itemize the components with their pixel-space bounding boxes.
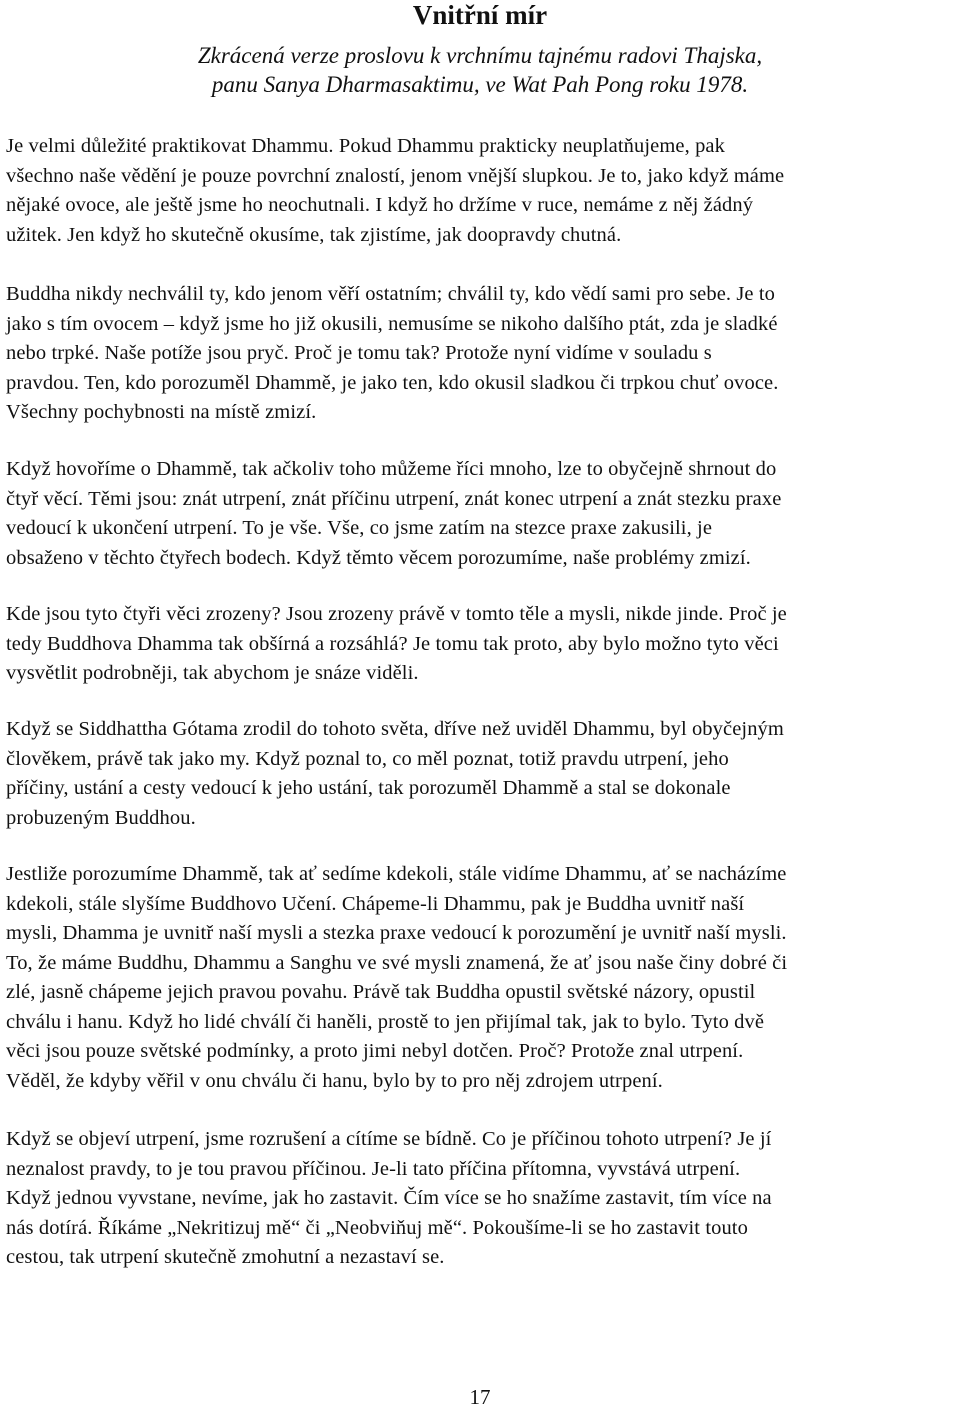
paragraph: [6, 715, 956, 833]
text-line: nebo trpké. Naše potíže jsou pryč. Proč je tomu tak? Protože nyní vidíme v souladu s: [6, 342, 712, 364]
text-line: pravdou. Ten, kdo porozuměl Dhammě, je jako ten, kdo okusil sladkou či trpkou chuť ovoce.: [6, 371, 779, 394]
paragraph: [6, 860, 956, 1096]
text-line: Všechny pochybnosti na místě zmizí.: [6, 401, 317, 423]
subtitle-line: panu Sanya Dharmasaktimu, ve Wat Pah Pong roku 1978.: [211, 72, 749, 97]
text-line: Když se objeví utrpení, jsme rozrušení a cítíme se bídně. Co je příčinou tohoto utrpení? Je jí: [6, 1128, 772, 1150]
text-line: nás dotírá. Říkáme „Nekritizuj mě“ či „Neobviňuj mě“. Pokoušíme-li se ho zastavit touto: [6, 1216, 748, 1239]
text-line: kdekoli, stále slyšíme Buddhovo Učení. Chápeme-li Dhammu, pak je Buddha uvnitř naší: [6, 892, 745, 915]
text-line: Když jednou vyvstane, nevíme, jak ho zastavit. Čím více se ho snažíme zastavit, tím více na: [6, 1187, 772, 1209]
text-line: příčiny, ustání a cesty vedoucí k jeho ustání, tak porozuměl Dhammě a stal se dokonale: [6, 777, 731, 799]
text-line: věci jsou pouze světské podmínky, a proto jimi nebyl dotčen. Proč? Protože znal utrpení.: [6, 1040, 744, 1062]
text-line: tedy Buddhova Dhamma tak obšírná a rozsáhlá? Je tomu tak proto, aby bylo možno tyto věci: [6, 632, 779, 655]
text-line: Je velmi důležité praktikovat Dhammu. Pokud Dhammu prakticky neuplatňujeme, pak: [6, 135, 725, 157]
subtitle-line: Zkrácená verze proslovu k vrchnímu tajnému radovi Thajska,: [197, 43, 763, 68]
text-line: čtyř věcí. Těmi jsou: znát utrpení, znát příčinu utrpení, znát konec utrpení a znát stezku praxe: [6, 487, 782, 510]
text-line: To, že máme Buddhu, Dhammu a Sanghu ve své mysli znamená, že ať jsou naše činy dobré či: [6, 951, 788, 974]
text-line: Kde jsou tyto čtyři věci zrozeny? Jsou zrozeny právě v tomto těle a mysli, nikde jinde. Proč je: [6, 603, 787, 625]
paragraph: [6, 280, 956, 428]
text-line: Jestliže porozumíme Dhammě, tak ať sedíme kdekoli, stále vidíme Dhammu, ať se nacházíme: [6, 863, 787, 885]
text-line: Když se Siddhattha Gótama zrodil do tohoto světa, dříve než uviděl Dhammu, byl obyčejným: [6, 718, 784, 740]
text-line: vysvětlit podrobněji, tak abychom je snáze viděli.: [6, 662, 419, 684]
page-number: 17: [469, 1385, 491, 1409]
text-line: užitek. Jen když ho skutečně okusíme, tak zjistíme, jak doopravdy chutná.: [6, 223, 622, 246]
text-line: mysli, Dhamma je uvnitř naší mysli a stezka praxe vedoucí k porozumění je uvnitř naší mysli.: [6, 922, 787, 944]
text-line: neznalost pravdy, to je tou pravou příčinou. Je-li tato příčina přítomna, vyvstává utrpení.: [6, 1157, 741, 1180]
text-line: nějaké ovoce, ale ještě jsme ho neochutnali. I když ho držíme v ruce, nemáme z něj žádný: [6, 194, 754, 216]
paragraph: [6, 1125, 956, 1273]
text-line: cestou, tak utrpení skutečně zmohutní a nezastaví se.: [6, 1246, 445, 1268]
text-line: vedoucí k ukončení utrpení. To je vše. Vše, co jsme zatím na stezce praxe zakusili, je: [6, 517, 713, 539]
paragraph: [6, 455, 956, 573]
page-title: Vnitřní mír: [412, 0, 548, 30]
paragraph: [6, 132, 956, 250]
paragraph: [6, 600, 956, 689]
text-line: člověkem, právě tak jako my. Když poznal to, co měl poznat, totiž pravdu utrpení, jeho: [6, 747, 729, 770]
text-line: všechno naše vědění je pouze povrchní znalostí, jenom vnější slupkou. Je to, jako když máme: [6, 164, 785, 187]
text-line: chválu i hanu. Když ho lidé chválí či haněli, prostě to jen přijímal tak, jak to bylo. Tyto dvě: [6, 1010, 765, 1033]
text-line: Věděl, že kdyby věřil v onu chválu či hanu, bylo by to pro něj zdrojem utrpení.: [6, 1069, 663, 1092]
text-line: Buddha nikdy nechválil ty, kdo jenom věří ostatním; chválil ty, kdo vědí sami pro sebe. Je to: [6, 283, 775, 305]
text-line: Když hovoříme o Dhammě, tak ačkoliv toho můžeme říci mnoho, lze to obyčejně shrnout do: [6, 458, 777, 480]
text-line: probuzeným Buddhou.: [6, 806, 196, 829]
page-subtitle: [0, 41, 960, 99]
text-line: zlé, jasně chápeme jejich pravou povahu. Právě tak Buddha opustil světské názory, opustil: [6, 981, 756, 1003]
text-line: obsaženo v těchto čtyřech bodech. Když těmto věcem porozumíme, naše problémy zmizí.: [6, 546, 751, 569]
text-line: jako s tím ovocem – když jsme ho již okusili, nemusíme se nikoho dalšího ptát, zda je sladké: [6, 312, 778, 335]
